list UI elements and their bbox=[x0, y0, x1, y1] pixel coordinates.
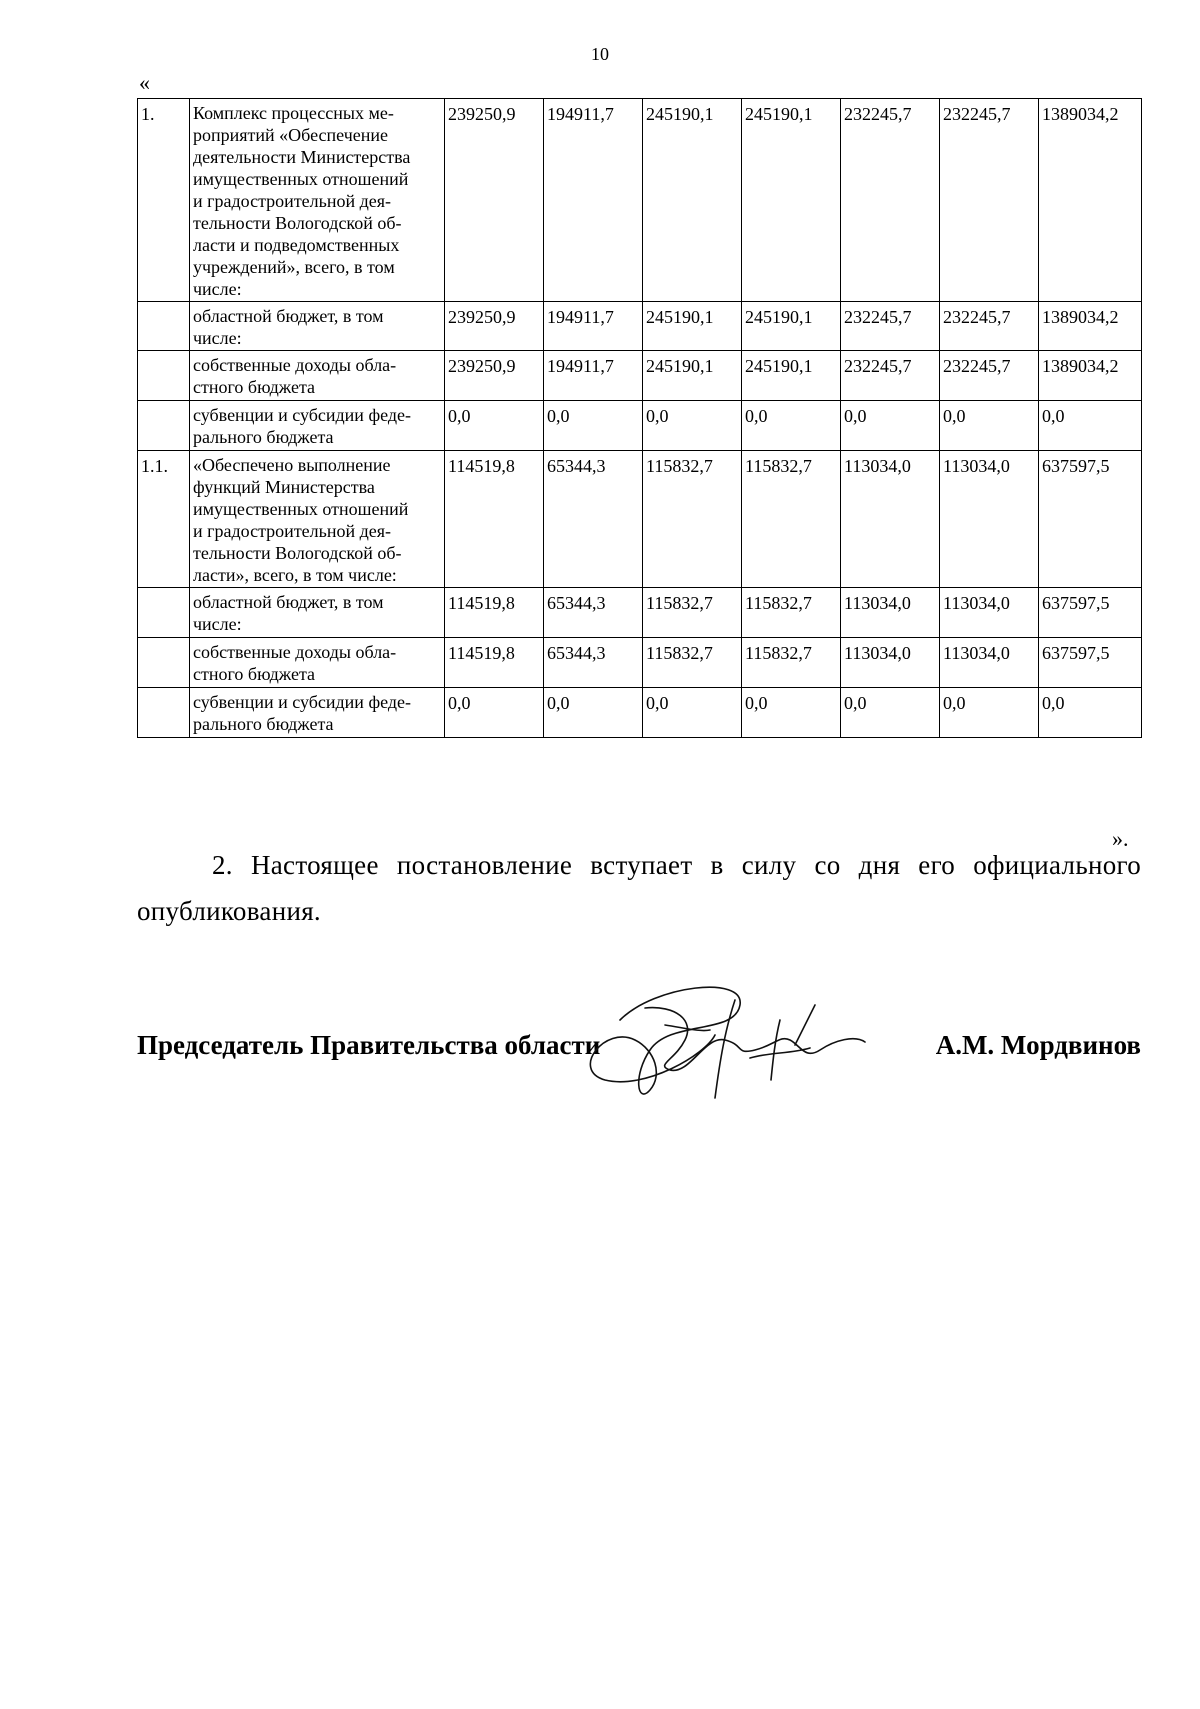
value-cell: 113034,0 bbox=[940, 451, 1039, 588]
value-cell: 113034,0 bbox=[841, 638, 940, 688]
value-cell: 0,0 bbox=[544, 401, 643, 451]
value-cell: 637597,5 bbox=[1039, 588, 1142, 638]
row-description-cell: субвенции и субсидии феде- рального бюджета bbox=[190, 401, 445, 451]
closing-quote: ». bbox=[1112, 826, 1129, 851]
value-cell: 232245,7 bbox=[940, 302, 1039, 351]
value-cell: 65344,3 bbox=[544, 451, 643, 588]
value-cell: 0,0 bbox=[940, 401, 1039, 451]
table-body bbox=[138, 99, 1142, 738]
value-cell: 113034,0 bbox=[841, 588, 940, 638]
value-cell: 245190,1 bbox=[643, 351, 742, 401]
value-cell: 637597,5 bbox=[1039, 451, 1142, 588]
table-row bbox=[138, 451, 1142, 588]
value-cell: 637597,5 bbox=[1039, 638, 1142, 688]
value-cell: 0,0 bbox=[445, 401, 544, 451]
value-cell: 115832,7 bbox=[643, 638, 742, 688]
value-cell: 65344,3 bbox=[544, 588, 643, 638]
row-description-cell: субвенции и субсидии феде- рального бюджета bbox=[190, 688, 445, 738]
row-number-cell: 1. bbox=[138, 99, 190, 302]
value-cell: 245190,1 bbox=[742, 99, 841, 302]
value-cell: 239250,9 bbox=[445, 302, 544, 351]
value-cell: 245190,1 bbox=[643, 302, 742, 351]
value-cell: 239250,9 bbox=[445, 351, 544, 401]
handwritten-signature bbox=[575, 980, 875, 1110]
value-cell: 232245,7 bbox=[841, 99, 940, 302]
value-cell: 1389034,2 bbox=[1039, 99, 1142, 302]
value-cell: 115832,7 bbox=[742, 638, 841, 688]
value-cell: 245190,1 bbox=[643, 99, 742, 302]
row-number-cell bbox=[138, 638, 190, 688]
value-cell: 115832,7 bbox=[643, 588, 742, 638]
row-description-cell: собственные доходы обла- стного бюджета bbox=[190, 638, 445, 688]
value-cell: 0,0 bbox=[643, 688, 742, 738]
row-number-cell bbox=[138, 401, 190, 451]
paragraph-2: 2. Настоящее постановление вступает в силу со дня его официального опубликования. bbox=[137, 850, 1141, 926]
value-cell: 114519,8 bbox=[445, 588, 544, 638]
row-description-cell: областной бюджет, в том числе: bbox=[190, 588, 445, 638]
table-row bbox=[138, 588, 1142, 638]
row-description-cell: Комплекс процессных ме- роприятий «Обеспечение деятельности Министерства имущественных отношений и градостроительной дея- тельности Вологодской об- ласти и подведомственных учреждений», всего, в том числе: bbox=[190, 99, 445, 302]
value-cell: 0,0 bbox=[544, 688, 643, 738]
value-cell: 113034,0 bbox=[841, 451, 940, 588]
value-cell: 114519,8 bbox=[445, 638, 544, 688]
table-row bbox=[138, 638, 1142, 688]
value-cell: 0,0 bbox=[445, 688, 544, 738]
value-cell: 114519,8 bbox=[445, 451, 544, 588]
value-cell: 0,0 bbox=[742, 688, 841, 738]
table-row bbox=[138, 401, 1142, 451]
row-number-cell bbox=[138, 302, 190, 351]
table-row bbox=[138, 302, 1142, 351]
value-cell: 0,0 bbox=[1039, 401, 1142, 451]
value-cell: 1389034,2 bbox=[1039, 302, 1142, 351]
page-number: 10 bbox=[591, 44, 609, 64]
value-cell: 0,0 bbox=[841, 688, 940, 738]
signatory-position: Председатель Правительства области bbox=[137, 1030, 601, 1060]
row-number-cell bbox=[138, 351, 190, 401]
value-cell: 245190,1 bbox=[742, 351, 841, 401]
value-cell: 0,0 bbox=[1039, 688, 1142, 738]
signatory-name: А.М. Мордвинов bbox=[935, 1030, 1141, 1060]
value-cell: 194911,7 bbox=[544, 351, 643, 401]
value-cell: 194911,7 bbox=[544, 302, 643, 351]
value-cell: 113034,0 bbox=[940, 638, 1039, 688]
value-cell: 113034,0 bbox=[940, 588, 1039, 638]
value-cell: 0,0 bbox=[742, 401, 841, 451]
row-number-cell bbox=[138, 688, 190, 738]
value-cell: 232245,7 bbox=[940, 351, 1039, 401]
budget-table bbox=[137, 98, 1142, 738]
value-cell: 194911,7 bbox=[544, 99, 643, 302]
table-row bbox=[138, 688, 1142, 738]
value-cell: 232245,7 bbox=[841, 302, 940, 351]
row-number-cell bbox=[138, 588, 190, 638]
value-cell: 115832,7 bbox=[742, 451, 841, 588]
table-row bbox=[138, 99, 1142, 302]
value-cell: 65344,3 bbox=[544, 638, 643, 688]
table-row bbox=[138, 351, 1142, 401]
value-cell: 232245,7 bbox=[940, 99, 1039, 302]
value-cell: 245190,1 bbox=[742, 302, 841, 351]
row-description-cell: собственные доходы обла- стного бюджета bbox=[190, 351, 445, 401]
row-description-cell: «Обеспечено выполнение функций Министерства имущественных отношений и градостроительной дея- тельности Вологодской об- ласти», всего, в том числе: bbox=[190, 451, 445, 588]
value-cell: 115832,7 bbox=[742, 588, 841, 638]
value-cell: 0,0 bbox=[643, 401, 742, 451]
value-cell: 115832,7 bbox=[643, 451, 742, 588]
value-cell: 1389034,2 bbox=[1039, 351, 1142, 401]
value-cell: 232245,7 bbox=[841, 351, 940, 401]
value-cell: 0,0 bbox=[940, 688, 1039, 738]
opening-quote: « bbox=[139, 70, 150, 95]
row-description-cell: областной бюджет, в том числе: bbox=[190, 302, 445, 351]
value-cell: 0,0 bbox=[841, 401, 940, 451]
value-cell: 239250,9 bbox=[445, 99, 544, 302]
row-number-cell: 1.1. bbox=[138, 451, 190, 588]
